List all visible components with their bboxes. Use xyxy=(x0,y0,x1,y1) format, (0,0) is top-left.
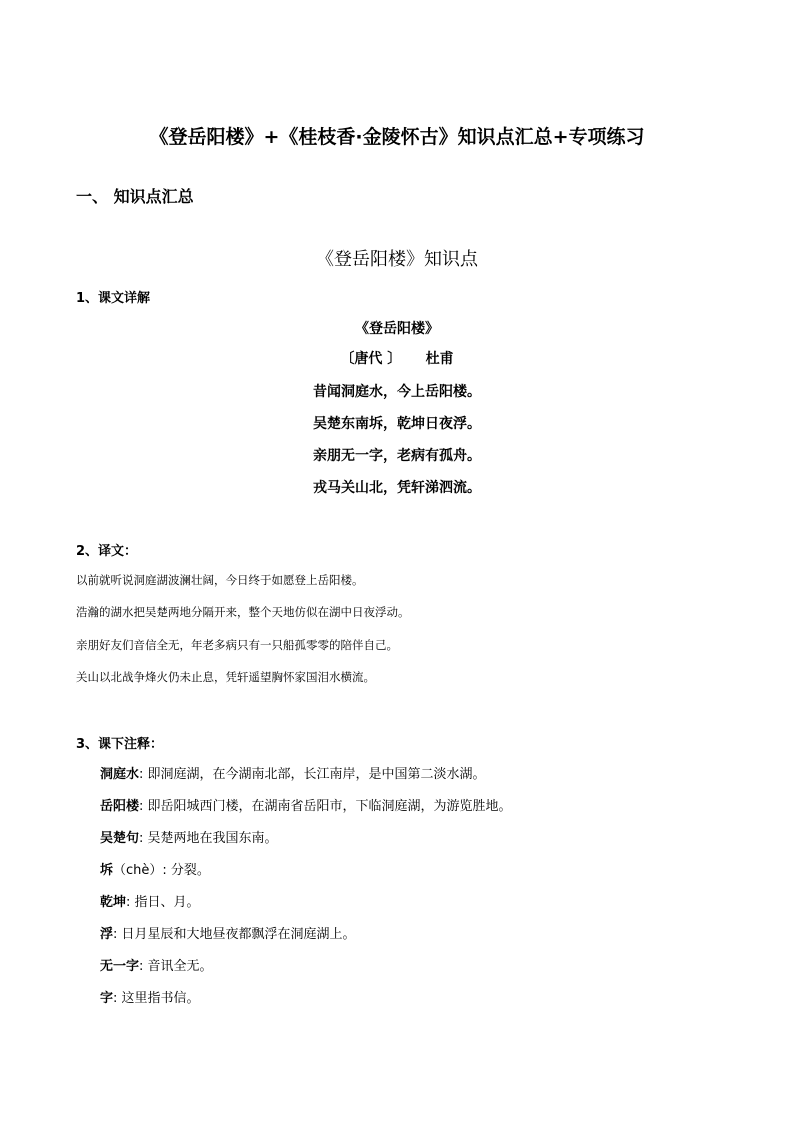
annotation-term: 吴楚句 xyxy=(100,831,140,846)
annotation-item xyxy=(100,795,512,814)
section-heading-knowledge-summary: 一、 知识点汇总 xyxy=(76,187,194,206)
poem-knowledge-subtitle: 《登岳阳楼》知识点 xyxy=(316,249,478,270)
poem-line: 吴楚东南坼，乾坤日夜浮。 xyxy=(313,416,481,432)
document-title: 《登岳阳楼》+《桂枝香·金陵怀古》知识点汇总+专项练习 xyxy=(149,126,645,148)
annotation-text: : 日月星辰和大地昼夜都飘浮在洞庭湖上。 xyxy=(113,927,356,942)
annotation-text: : 即洞庭湖，在今湖南北部，长江南岸，是中国第二淡水湖。 xyxy=(139,767,486,782)
annotation-item xyxy=(100,763,486,782)
annotation-item xyxy=(100,955,213,974)
annotation-text: : 吴楚两地在我国东南。 xyxy=(139,831,278,846)
translation-line: 浩瀚的湖水把吴楚两地分隔开来，整个天地仿似在湖中日夜浮动。 xyxy=(76,605,410,619)
poem-title: 《登岳阳楼》 xyxy=(355,321,439,337)
annotation-text: : 音讯全无。 xyxy=(139,959,213,974)
annotation-item xyxy=(100,891,200,910)
heading-annotations: 3、课下注释： xyxy=(76,737,164,752)
annotation-term: 乾坤 xyxy=(100,895,127,910)
annotation-term: 浮 xyxy=(100,927,114,942)
annotation-text: （chè）: 分裂。 xyxy=(113,863,210,878)
annotation-term: 无一字 xyxy=(100,959,140,974)
annotation-item xyxy=(100,827,278,846)
annotation-item xyxy=(100,987,200,1006)
annotation-item xyxy=(100,923,356,942)
heading-text-explanation: 1、课文详解 xyxy=(76,291,151,306)
heading-translation: 2、译文： xyxy=(76,544,138,559)
translation-line: 以前就听说洞庭湖波澜壮阔，今日终于如愿登上岳阳楼。 xyxy=(76,573,364,587)
poem-line: 昔闻洞庭水，今上岳阳楼。 xyxy=(313,384,481,400)
annotation-item xyxy=(100,859,210,878)
annotation-text: : 这里指书信。 xyxy=(113,991,200,1006)
annotation-text: : 即岳阳城西门楼，在湖南省岳阳市，下临洞庭湖，为游览胜地。 xyxy=(139,799,512,814)
translation-line: 亲朋好友们音信全无，年老多病只有一只船孤零零的陪伴自己。 xyxy=(76,638,398,652)
translation-line: 关山以北战争烽火仍未止息，凭轩遥望胸怀家国泪水横流。 xyxy=(76,670,375,684)
poem-author-line xyxy=(0,348,794,368)
poem-dynasty: 〔唐代 〕 xyxy=(340,351,402,367)
poem-line: 戎马关山北，凭轩涕泗流。 xyxy=(313,480,481,496)
annotation-term: 坼 xyxy=(100,863,114,878)
annotation-term: 岳阳楼 xyxy=(100,799,140,814)
poem-line: 亲朋无一字，老病有孤舟。 xyxy=(313,448,481,464)
poem-author: 杜甫 xyxy=(425,351,454,367)
annotation-term: 字 xyxy=(100,991,114,1006)
annotation-term: 洞庭水 xyxy=(100,767,140,782)
annotation-text: : 指日、月。 xyxy=(126,895,200,910)
